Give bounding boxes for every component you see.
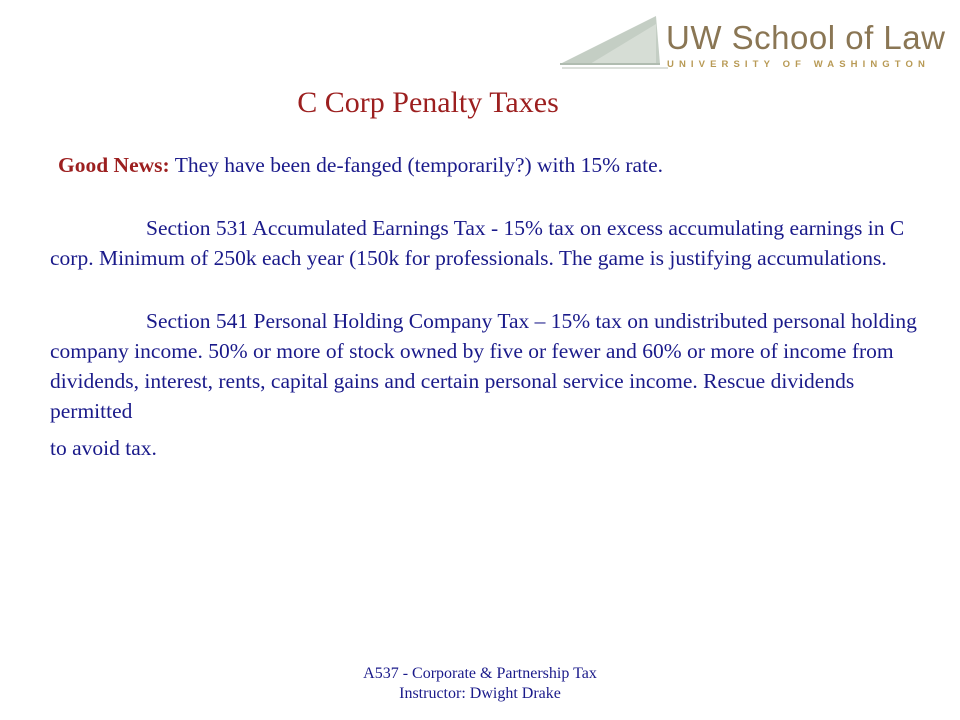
footer-course: A537 - Corporate & Partnership Tax — [363, 665, 597, 682]
section-531-paragraph — [50, 213, 920, 273]
uw-law-logo-mark-icon — [560, 12, 670, 78]
slide-footer — [0, 664, 960, 704]
uw-law-logo — [560, 12, 950, 78]
section-541-end-text: to avoid tax. — [50, 436, 157, 460]
intro-paragraph — [50, 150, 920, 180]
section-531-text: Section 531 Accumulated Earnings Tax - 15% tax on excess accumulating earnings in C corp. Minimum of 250k each year (150k for professionals. The game is justifying accumulations. — [50, 216, 905, 270]
slide-body — [50, 150, 920, 463]
logo-wordmark: UW School of Law — [666, 19, 946, 56]
section-541-text: Section 541 Personal Holding Company Tax – 15% tax on undistributed personal holding company income. 50% or more of stock owned by five or fewer and 60% or more of income from dividends, interest, rents, capital gains and certain personal service income. Rescue dividends permitted — [50, 309, 917, 423]
slide-title: C Corp Penalty Taxes — [297, 86, 559, 119]
intro-text: They have been de-fanged (temporarily?) with 15% rate. — [174, 153, 663, 177]
footer-instructor: Instructor: Dwight Drake — [399, 685, 561, 702]
logo-tagline: UNIVERSITY OF WASHINGTON — [667, 59, 930, 70]
intro-label: Good News: — [58, 153, 170, 177]
section-541-paragraph — [50, 306, 920, 463]
